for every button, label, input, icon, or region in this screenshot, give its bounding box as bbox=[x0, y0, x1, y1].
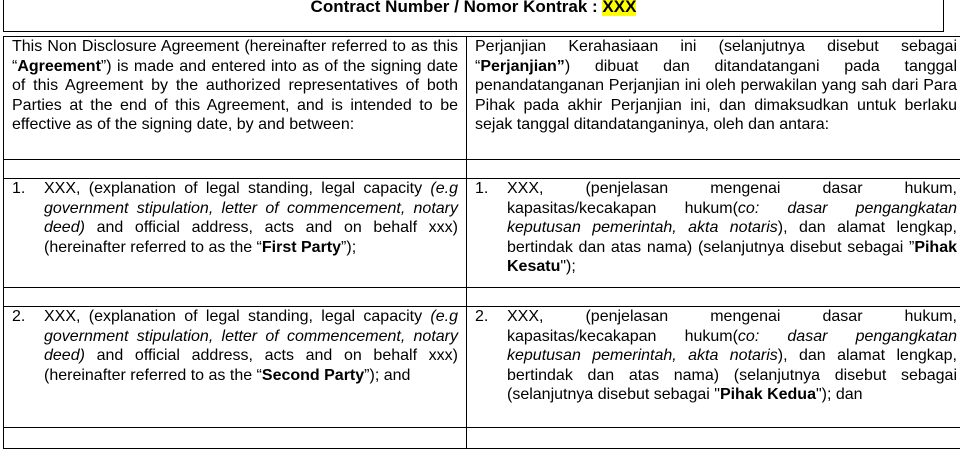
next-cell-left bbox=[4, 428, 467, 449]
perjanjian-term: Perjanjian” bbox=[480, 58, 564, 75]
first-party-id-b: ), dan alamat lengkap, bertindak dan atas nama) (selanjutnya disebut sebagai ” bbox=[507, 219, 957, 256]
second-party-row bbox=[4, 307, 960, 428]
next-row-partial bbox=[4, 428, 960, 449]
second-party-id-b: ), dan alamat lengkap, bertindak dan atas nama) (selanjutnya disebut sebagai (selanjutnya disebut sebagai " bbox=[507, 347, 957, 403]
list-number: 2. bbox=[475, 307, 507, 405]
first-party-id-c: "); bbox=[560, 258, 575, 275]
list-number: 1. bbox=[475, 179, 507, 277]
second-party-en-text bbox=[44, 307, 458, 385]
spacer-row bbox=[4, 160, 960, 179]
second-party-en-a: XXX, (explanation of legal standing, legal capacity bbox=[44, 308, 430, 325]
spacer-cell-right bbox=[467, 288, 960, 307]
list-item bbox=[12, 179, 458, 257]
first-party-term: First Party bbox=[262, 239, 341, 256]
first-party-en-text bbox=[44, 179, 458, 257]
spacer-cell-right bbox=[467, 160, 960, 179]
list-number: 1. bbox=[12, 179, 44, 257]
second-party-en-examples: (e.g government stipulation, letter of commencement, notary deed) bbox=[44, 308, 458, 364]
second-party-indonesian-cell bbox=[467, 307, 960, 428]
first-party-en-c: ”); bbox=[341, 239, 356, 256]
intro-id-text-a: Perjanjian Kerahasiaan ini (selanjutnya disebut sebagai “ bbox=[475, 38, 957, 75]
second-party-term: Second Party bbox=[262, 367, 364, 384]
first-party-indonesian-cell bbox=[467, 179, 960, 288]
second-party-id-c: "); dan bbox=[816, 386, 863, 403]
first-party-english-cell bbox=[4, 179, 467, 288]
spacer-cell-left bbox=[4, 160, 467, 179]
second-party-id-text bbox=[507, 307, 957, 405]
list-item bbox=[475, 307, 957, 405]
pihak-kesatu-term: Pihak Kesatu bbox=[507, 239, 957, 276]
list-number: 2. bbox=[12, 307, 44, 385]
spacer-cell-left bbox=[4, 288, 467, 307]
intro-id-text-b: ) dibuat dan ditandatangani pada tanggal penandatanganan Perjanjian ini oleh perwakilan yang sah dari Para Pihak pada akhir Perjanjian ini, dan dimaksudkan untuk berlaku sejak tanggal ditandatanganinya, oleh dan antara: bbox=[475, 58, 957, 134]
first-party-en-examples: (e.g government stipulation, letter of commencement, notary deed) bbox=[44, 180, 458, 236]
list-item bbox=[475, 179, 957, 277]
second-party-english-cell bbox=[4, 307, 467, 428]
spacer-row bbox=[4, 288, 960, 307]
first-party-id-text bbox=[507, 179, 957, 277]
intro-en-text-b: ”) is made and entered into as of the signing date of this Agreement by the authorized representatives of both Parties at the end of this Agreement, and is intended to be effective as of the signing date, by and between: bbox=[12, 58, 458, 134]
bilingual-clause-table bbox=[3, 36, 960, 449]
second-party-en-c: ”); and bbox=[364, 367, 410, 384]
first-party-id-examples: co: dasar pengangkatan keputusan pemerintah, akta notaris bbox=[507, 200, 957, 237]
agreement-term: Agreement bbox=[17, 58, 101, 75]
intro-english-cell bbox=[4, 37, 467, 160]
contract-number-heading bbox=[3, 0, 944, 32]
next-cell-right bbox=[467, 428, 960, 449]
intro-en-text-a: This Non Disclosure Agreement (hereinafter referred to as this “ bbox=[12, 38, 458, 75]
first-party-en-b: and official address, acts and on behalf xxx) (hereinafter referred to as the “ bbox=[44, 219, 458, 256]
intro-row bbox=[4, 37, 960, 160]
second-party-id-a: XXX, (penjelasan mengenai dasar hukum, kapasitas/kecakapan hukum( bbox=[507, 308, 957, 345]
contract-number-placeholder: XXX bbox=[602, 0, 636, 16]
second-party-id-examples: co: dasar pengangkatan keputusan pemerintah, akta notaris bbox=[507, 328, 957, 365]
first-party-id-a: XXX, (penjelasan mengenai dasar hukum, kapasitas/kecakapan hukum( bbox=[507, 180, 957, 217]
list-item bbox=[12, 307, 458, 385]
second-party-en-b: and official address, acts and on behalf xxx) (hereinafter referred to as the “ bbox=[44, 347, 458, 384]
first-party-row bbox=[4, 179, 960, 288]
first-party-en-a: XXX, (explanation of legal standing, legal capacity bbox=[44, 180, 430, 197]
contract-number-label: Contract Number / Nomor Kontrak : bbox=[311, 0, 603, 16]
intro-indonesian-cell bbox=[467, 37, 960, 160]
pihak-kedua-term: Pihak Kedua bbox=[720, 386, 816, 403]
